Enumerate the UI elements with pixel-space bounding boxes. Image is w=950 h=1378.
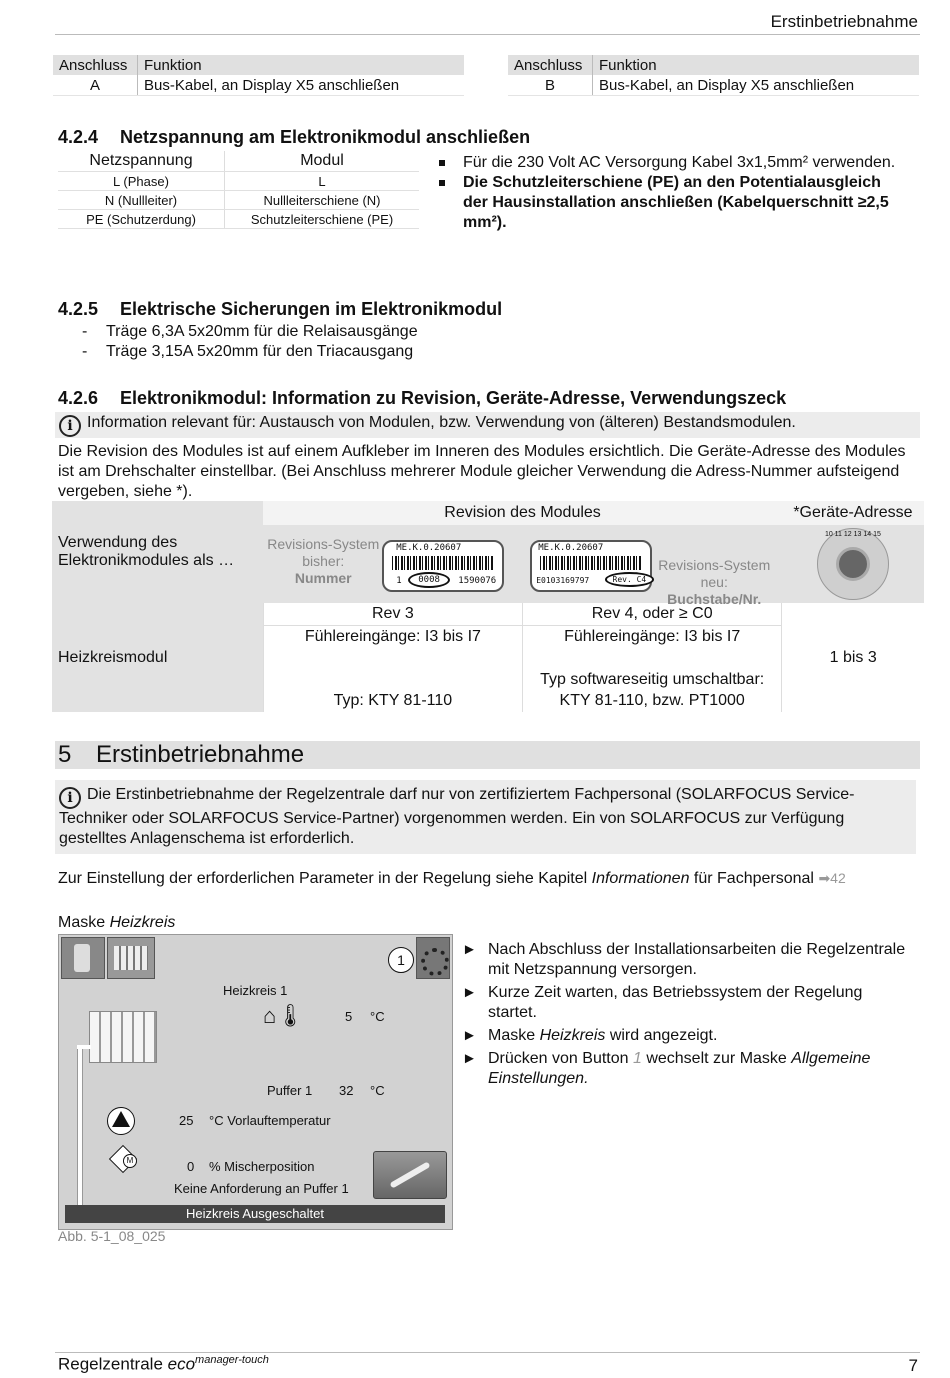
info-text: Information relevant für: Austausch von Modulen, bzw. Verwendung von (älteren) Bestandsmodulen. bbox=[87, 414, 796, 431]
status-bar: Heizkreis Ausgeschaltet bbox=[65, 1205, 445, 1223]
fuse-item-relay: - Träge 6,3A 5x20mm für die Relaisausgänge bbox=[80, 322, 418, 342]
module-cell: Nullleiterschiene (N) bbox=[225, 191, 420, 210]
new-inputs: Fühlereingänge: I3 bis I7 bbox=[523, 626, 782, 649]
footer-product: Regelzentrale eco$^{manager-touch}$ bbox=[58, 1354, 269, 1374]
bullet-pe: Die Schutzleiterschiene (PE) an den Potentialausgleich der Hausinstallation anschließen (Kabelquerschnitt ≥2,5 mm²). bbox=[437, 173, 907, 233]
col-header-anschluss: Anschluss bbox=[53, 55, 138, 75]
voltage-cell: N (Nullleiter) bbox=[58, 191, 225, 210]
gear-icon[interactable] bbox=[416, 937, 450, 979]
step-2: ► Kurze Zeit warten, das Betriebssystem der Regelung startet. bbox=[460, 983, 910, 1023]
conn-value: Bus-Kabel, an Display X5 anschließen bbox=[593, 75, 920, 96]
address-dial-cell bbox=[782, 525, 924, 603]
radiator-graphic-icon bbox=[89, 1011, 157, 1063]
revision-paragraph: Die Revision des Modules ist auf einem Aufkleber im Inneren des Modules ersichtlich. Die Geräte-Adresse des Modules ist am Drehschalter einstellbar. (Bei Anschluss mehrerer Module gleicher Verwendung die Adress-Nummer aufsteigend vergeben, siehe *). bbox=[58, 443, 906, 500]
connection-table-b bbox=[508, 55, 919, 96]
info-icon: i bbox=[59, 415, 81, 437]
header-revision: Revision des Modules bbox=[263, 501, 782, 525]
step-1: ► Nach Abschluss der Installationsarbeiten die Regelzentrale mit Netzspannung versorgen. bbox=[460, 940, 910, 980]
module-name: Heizkreismodul bbox=[52, 603, 263, 712]
page-header-title: Erstinbetriebnahme bbox=[770, 12, 918, 31]
flow-temp-value: 25 bbox=[179, 1113, 194, 1128]
module-cell: Schutzleiterschiene (PE) bbox=[225, 210, 420, 229]
info-box-revision bbox=[55, 412, 920, 438]
revision-table bbox=[52, 501, 924, 712]
fuse-list bbox=[80, 322, 418, 362]
col-header-funktion: Funktion bbox=[593, 55, 920, 75]
new-system-label: Revisions-System neu: Buchstabe/Nr. bbox=[658, 557, 771, 607]
mixer-position-value: 0 bbox=[187, 1159, 195, 1174]
info-icon: i bbox=[59, 787, 81, 809]
boiler-icon[interactable] bbox=[61, 937, 105, 979]
screen-title: Heizkreis 1 bbox=[223, 983, 288, 998]
mixer-motor-icon: M bbox=[123, 1154, 137, 1168]
page-number: 7 bbox=[908, 1356, 918, 1375]
rotary-dial-icon: 10 11 12 13 14 15 bbox=[817, 528, 889, 600]
voltage-bullets bbox=[437, 153, 907, 233]
room-temp-value: 5 bbox=[345, 1009, 353, 1024]
section-heading-4-2-5: 4.2.5 Elektrische Sicherungen im Elektronikmodul bbox=[58, 299, 503, 319]
buffer-temp-value: 32 bbox=[339, 1083, 354, 1098]
header-address: *Geräte-Adresse bbox=[782, 501, 924, 525]
old-system-label: Revisions-System bisher: Nummer bbox=[267, 536, 380, 586]
step-3: ► Maske Heizkreis wird angezeigt. bbox=[460, 1026, 910, 1046]
house-thermometer-icon: ⌂🌡 bbox=[263, 1003, 305, 1028]
voltage-cell: PE (Schutzerdung) bbox=[58, 210, 225, 229]
conn-value: Bus-Kabel, an Display X5 anschließen bbox=[138, 75, 465, 96]
radiator-icon[interactable] bbox=[107, 937, 155, 979]
old-type: Typ: KTY 81-110 bbox=[263, 690, 522, 712]
section-heading-4-2-4: 4.2.4 Netzspannung am Elektronikmodul anschließen bbox=[58, 127, 531, 147]
section-heading-4-2-6: 4.2.6 Elektronikmodul: Information zu Revision, Geräte-Adresse, Verwendungszeck bbox=[58, 388, 787, 408]
mixer-position-label: % Mischerposition bbox=[209, 1159, 315, 1174]
mask-label: Maske Heizkreis bbox=[58, 914, 176, 931]
bullet-cable: Für die 230 Volt AC Versorgung Kabel 3x1,5mm² verwenden. bbox=[437, 153, 907, 173]
steps-list bbox=[460, 940, 910, 1092]
wrench-icon[interactable] bbox=[373, 1151, 447, 1199]
voltage-cell: L (Phase) bbox=[58, 172, 225, 191]
fuse-item-triac: - Träge 3,15A 5x20mm für den Triacausgang bbox=[80, 342, 418, 362]
sticker-old: ME.K.0.20607 1 0008 1590076 bbox=[382, 540, 504, 592]
chapter-heading-5: 5 Erstinbetriebnahme bbox=[55, 741, 920, 769]
info-box-commissioning bbox=[55, 780, 916, 854]
room-temp-unit: °C bbox=[370, 1009, 385, 1024]
page-ref-arrow-icon: ➡ bbox=[818, 870, 831, 886]
address-range: 1 bis 3 bbox=[782, 603, 924, 712]
buffer-label: Puffer 1 bbox=[267, 1083, 313, 1098]
buffer-temp-unit: °C bbox=[370, 1083, 385, 1098]
col-header-funktion: Funktion bbox=[138, 55, 465, 75]
new-type-line1: Typ softwareseitig umschaltbar: bbox=[523, 648, 782, 690]
connection-table-a bbox=[53, 55, 464, 96]
step-4: ► Drücken von Button 1 wechselt zur Maske Allgemeine Einstellungen. bbox=[460, 1049, 910, 1089]
flow-temp-label: °C Vorlauftemperatur bbox=[209, 1113, 331, 1128]
conn-key: A bbox=[53, 75, 138, 96]
col-header-netzspannung: Netzspannung bbox=[58, 151, 225, 172]
usage-label: Verwendung des Elektronikmodules als … bbox=[52, 501, 263, 603]
sticker-new: ME.K.0.20607 E0103169797 Rev. C4 bbox=[530, 540, 652, 592]
parameter-reference: Zur Einstellung der erforderlichen Parameter in der Regelung siehe Kapitel Informationen für Fachpersonal ➡42 bbox=[58, 870, 846, 887]
figure-caption: Abb. 5-1_08_025 bbox=[58, 1228, 166, 1244]
old-inputs: Fühlereingänge: I3 bis I7 bbox=[263, 626, 522, 649]
header-divider bbox=[55, 34, 920, 35]
conn-key: B bbox=[508, 75, 593, 96]
page-ref-link[interactable]: 42 bbox=[830, 870, 846, 886]
voltage-table bbox=[58, 151, 419, 229]
settings-button-callout[interactable]: 1 bbox=[388, 947, 414, 973]
pump-icon bbox=[107, 1107, 135, 1135]
old-revision: Rev 3 bbox=[263, 603, 522, 626]
demand-status: Keine Anforderung an Puffer 1 bbox=[174, 1181, 349, 1196]
col-header-modul: Modul bbox=[225, 151, 420, 172]
footer-divider bbox=[55, 1352, 920, 1353]
commissioning-info-text: Die Erstinbetriebnahme der Regelzentrale darf nur von zertifiziertem Fachpersonal (SOLARFOCUS Service-Techniker oder SOLARFOCUS Service-Partner) vorgenommen werden. Ein von SOLARFOCUS zur Verfügung gestelltes Anlagenschema ist erforderlich. bbox=[59, 786, 855, 847]
heizkreis-screen bbox=[58, 934, 453, 1230]
revision-images bbox=[263, 525, 782, 607]
new-revision: Rev 4, oder ≥ C0 bbox=[523, 603, 782, 626]
new-type-line2: KTY 81-110, bzw. PT1000 bbox=[523, 690, 782, 712]
module-cell: L bbox=[225, 172, 420, 191]
col-header-anschluss: Anschluss bbox=[508, 55, 593, 75]
